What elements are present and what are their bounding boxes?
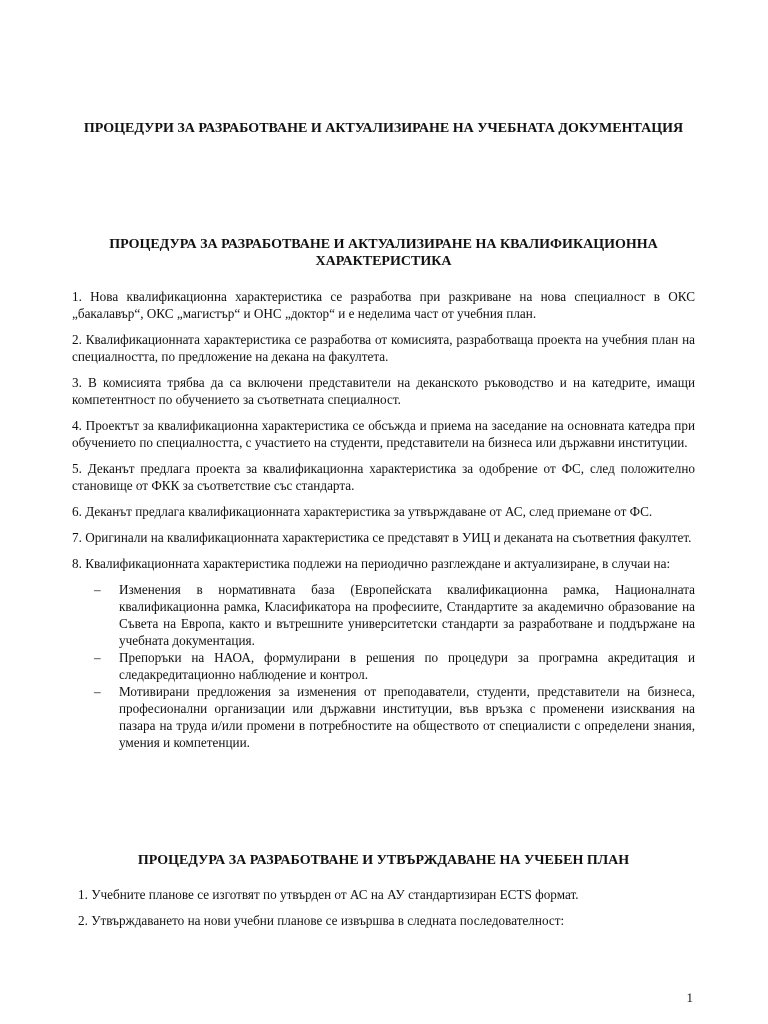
procedure-item: 3. В комисията трябва да са включени представители на деканското ръководство и на катедрите, имащи компетентност по обучението за съответната специалност.	[72, 375, 695, 407]
list-item	[72, 683, 695, 751]
procedure-item: 8. Квалификационната характеристика подлежи на периодично разглеждане и актуализиране, в случаи на:	[72, 556, 671, 571]
dash-bullet-icon: –	[94, 684, 101, 699]
document-page	[72, 0, 695, 1024]
dash-bullet-icon: –	[94, 650, 101, 665]
procedure-item: 2. Утвърждаването на нови учебни планове се извършва в следната последователност:	[78, 913, 565, 928]
revision-cases-list	[72, 581, 695, 751]
list-item	[72, 649, 695, 683]
list-item-text: Мотивирани предложения за изменения от преподаватели, студенти, представители на бизнеса, професионални организации или държавни институции, във връзка с променени изисквания на пазара на труда и/или промени в потребностите на обществото от специалисти с определени знания, умения и компетенции.	[119, 684, 695, 750]
section-title-curriculum: ПРОЦЕДУРА ЗА РАЗРАБОТВАНЕ И УТВЪРЖДАВАНЕ НА УЧЕБЕН ПЛАН	[137, 853, 630, 868]
curriculum-procedure-list	[78, 886, 695, 938]
procedure-item: 4. Проектът за квалификационна характеристика се обсъжда и приема на заседание на основната катедра при обучението по специалността, с участието на студенти, представители на бизнеса или държавни институции.	[72, 418, 695, 450]
page-number: 1	[686, 990, 693, 1005]
procedure-item: 5. Деканът предлага проекта за квалификационна характеристика за одобрение от ФС, след положително становище от ФКК за съответствие със стандарта.	[72, 461, 695, 493]
procedure-item: 7. Оригинали на квалификационната характеристика се представят в УИЦ и деканата на съответния факултет.	[72, 530, 692, 545]
qualification-procedure-list	[72, 288, 695, 751]
list-item-text: Изменения в нормативната база (Европейската квалификационна рамка, Националната квалификационна рамка, Класификатора на професиите, Стандартите за академично образование на Съвета на Европа, както и вътрешните университетски стандарти за разработване и поддържане на учебната документация.	[119, 582, 695, 648]
list-item-text: Препоръки на НАОА, формулирани в решения по процедури за програмна акредитация и следакредитационно наблюдение и контрол.	[119, 650, 695, 682]
procedure-item: 6. Деканът предлага квалификационната характеристика за утвърждаване от АС, след приемане от ФС.	[72, 504, 653, 519]
procedure-item: 2. Квалификационната характеристика се разработва от комисията, разработваща проекта на учебния план на специалността, по предложение на декана на факултета.	[72, 332, 695, 364]
document-title: ПРОЦЕДУРИ ЗА РАЗРАБОТВАНЕ И АКТУАЛИЗИРАНЕ НА УЧЕБНАТА ДОКУМЕНТАЦИЯ	[83, 121, 684, 136]
procedure-item: 1. Учебните планове се изготвят по утвърден от АС на АУ стандартизиран ECTS формат.	[78, 887, 579, 902]
procedure-item: 1. Нова квалификационна характеристика се разработва при разкриване на нова специалност в ОКС „бакалавър“, ОКС „магистър“ и ОНС „доктор“ и е неделима част от учебния план.	[72, 289, 695, 321]
list-item	[72, 581, 695, 649]
section-title-qualification: ПРОЦЕДУРА ЗА РАЗРАБОТВАНЕ И АКТУАЛИЗИРАНЕ НА КВАЛИФИКАЦИОННА ХАРАКТЕРИСТИКА	[109, 237, 658, 269]
dash-bullet-icon: –	[94, 582, 101, 597]
